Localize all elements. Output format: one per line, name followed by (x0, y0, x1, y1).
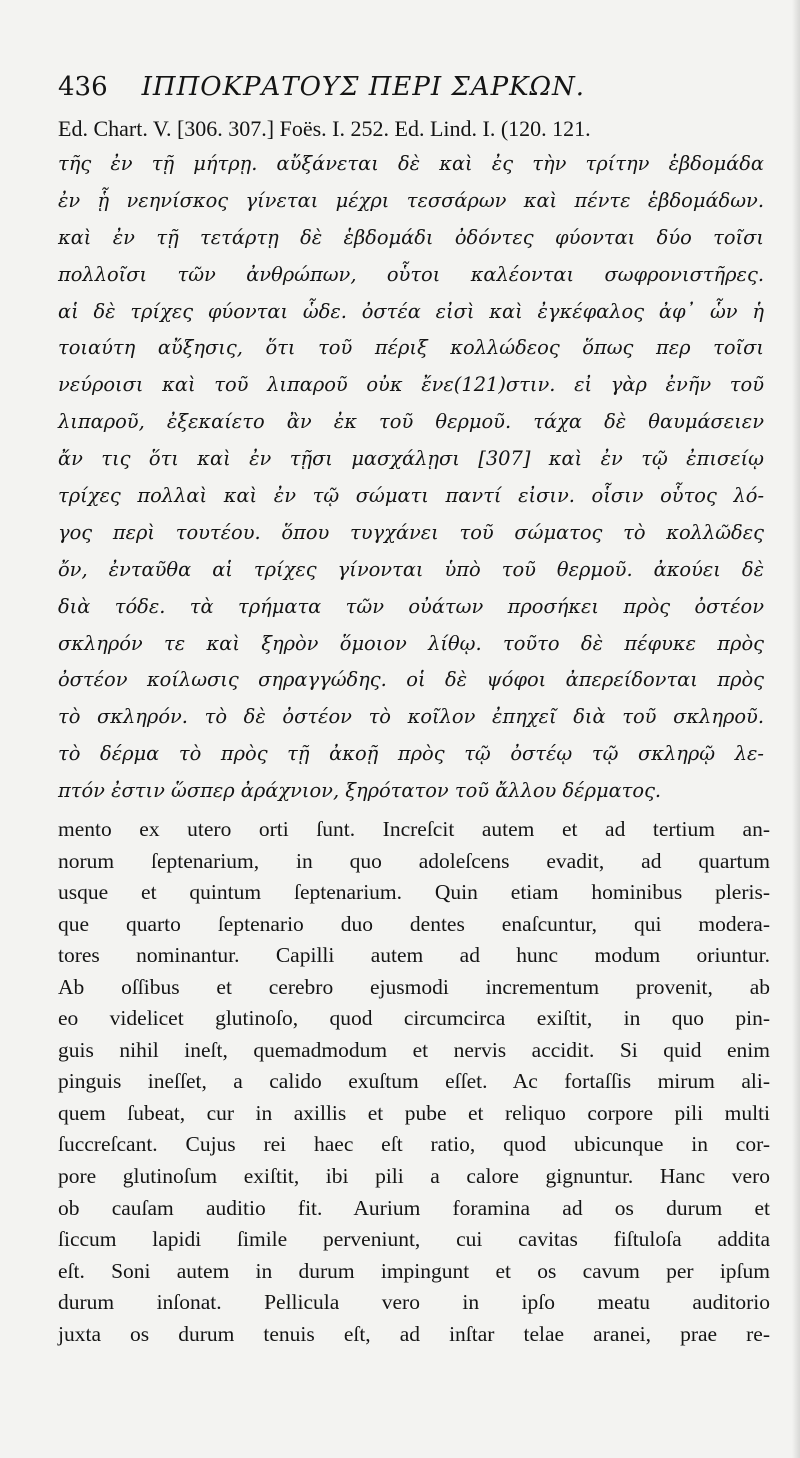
latin-line: que quarto ſeptenario duo dentes enaſcuntur, qui modera- (58, 911, 770, 936)
greek-line: λιπαροῦ, ἐξεκαίετο ἂν ἐκ τοῦ θερμοῦ. τάχα δὲ θαυμάσειεν (58, 410, 764, 434)
greek-line: τοιαύτη αὔξησις, ὅτι τοῦ πέριξ κολλώδεος ὅπως περ τοῖσι (58, 336, 764, 360)
running-title: ΙΠΠΟΚΡΑΤΟΥΣ ΠΕΡΙ ΣΑΡΚΩΝ. (141, 72, 586, 102)
greek-line: τῆς ἐν τῇ μήτρῃ. αὔξάνεται δὲ καὶ ἐς τὴν τρίτην ἑβδομάδα (58, 152, 764, 175)
latin-line: ſuccreſcant. Cujus rei haec eſt ratio, quod ubicunque in cor- (58, 1132, 770, 1157)
latin-line: quem ſubeat, cur in axillis et pube et reliquo corpore pili multi (58, 1100, 770, 1125)
latin-line: guis nihil ineſt, quemadmodum et nervis accidit. Si quid enim (58, 1037, 770, 1062)
greek-text-block (58, 146, 764, 810)
page-number: 436 (58, 72, 108, 102)
greek-line: ὄν, ἐνταῦθα αἱ τρίχες γίνονται ὑπὸ τοῦ θερμοῦ. ἀκούει δὲ (58, 557, 764, 581)
latin-line: durum inſonat. Pellicula vero in ipſo meatu auditorio (58, 1290, 770, 1315)
greek-line: αἱ δὲ τρίχες φύονται ὧδε. ὀστέα εἰσὶ καὶ ἐγκέφαλος ἀφ᾽ ὧν ἡ (58, 299, 764, 323)
edition-reference-line: Ed. Chart. V. [306. 307.] Foës. I. 252. Ed. Lind. I. (120. 121. (58, 116, 591, 141)
greek-line: πτόν ἐστιν ὥσπερ ἀράχνιον, ξηρότατον τοῦ ἄλλου δέρματος. (58, 779, 662, 803)
greek-line: ἄν τις ὅτι καὶ ἐν τῇσι μασχάλῃσι [307] καὶ ἐν τῷ ἐπισείῳ (58, 447, 764, 471)
latin-line: eſt. Soni autem in durum impingunt et os cavum per ipſum (58, 1258, 770, 1283)
latin-line: pinguis ineſſet, a calido exuſtum eſſet. Ac fortaſſis mirum ali- (58, 1069, 770, 1094)
greek-line: τὸ σκληρόν. τὸ δὲ ὀστέον τὸ κοῖλον ἐπηχεῖ διὰ τοῦ σκληροῦ. (58, 705, 764, 729)
greek-line: πολλοῖσι τῶν ἀνθρώπων, οὗτοι καλέονται σωφρονιστῆρες. (58, 262, 764, 286)
greek-line: τρίχες πολλαὶ καὶ ἐν τῷ σώματι παντί εἰσιν. οἷσιν οὗτος λό- (58, 484, 764, 508)
greek-line: ὀστέον κοίλωσις σηραγγώδης. οἱ δὲ ψόφοι ἀπερείδονται πρὸς (58, 668, 764, 692)
greek-line: καὶ ἐν τῇ τετάρτῃ δὲ ἑβδομάδι ὀδόντες φύονται δύο τοῖσι (58, 225, 764, 249)
greek-line: γος περὶ τουτέου. ὅπου τυγχάνει τοῦ σώματος τὸ κολλῶδες (58, 520, 764, 544)
page-edge-shadow (792, 0, 800, 1458)
latin-line: mento ex utero orti ſunt. Increſcit autem et ad tertium an- (58, 817, 770, 841)
greek-line: τὸ δέρμα τὸ πρὸς τῇ ἀκοῇ πρὸς τῷ ὀστέῳ τῷ σκληρῷ λε- (58, 742, 764, 766)
latin-line: ſiccum lapidi ſimile perveniunt, cui cavitas fiſtuloſa addita (58, 1227, 770, 1252)
latin-line: norum ſeptenarium, in quo adoleſcens evadit, ad quartum (58, 848, 770, 873)
latin-line: eo videlicet glutinoſo, quod circumcirca exiſtit, in quo pin- (58, 1006, 770, 1031)
greek-line: διὰ τόδε. τὰ τρήματα τῶν οὐάτων προσήκει πρὸς ὀστέον (58, 594, 764, 618)
latin-text-block (58, 814, 770, 1350)
latin-line: juxta os durum tenuis eſt, ad inſtar telae aranei, prae re- (58, 1321, 770, 1346)
page-header (58, 70, 758, 104)
latin-line: ob cauſam auditio fit. Aurium foramina ad os durum et (58, 1195, 770, 1220)
latin-line: pore glutinoſum exiſtit, ibi pili a calore gignuntur. Hanc vero (58, 1164, 770, 1189)
latin-line: tores nominantur. Capilli autem ad hunc modum oriuntur. (58, 943, 770, 968)
latin-line: Ab oſſibus et cerebro ejusmodi incrementum provenit, ab (58, 974, 770, 999)
greek-line: ἐν ᾗ νεηνίσκος γίνεται μέχρι τεσσάρων καὶ πέντε ἑβδομάδων. (58, 188, 764, 212)
greek-line: σκληρόν τε καὶ ξηρὸν ὅμοιον λίθῳ. τοῦτο δὲ πέφυκε πρὸς (58, 631, 764, 655)
latin-line: usque et quintum ſeptenarium. Quin etiam hominibus pleris- (58, 880, 770, 905)
greek-line: νεύροισι καὶ τοῦ λιπαροῦ οὐκ ἔνε(121)στιν. εἰ γὰρ ἐνῆν τοῦ (58, 373, 764, 397)
